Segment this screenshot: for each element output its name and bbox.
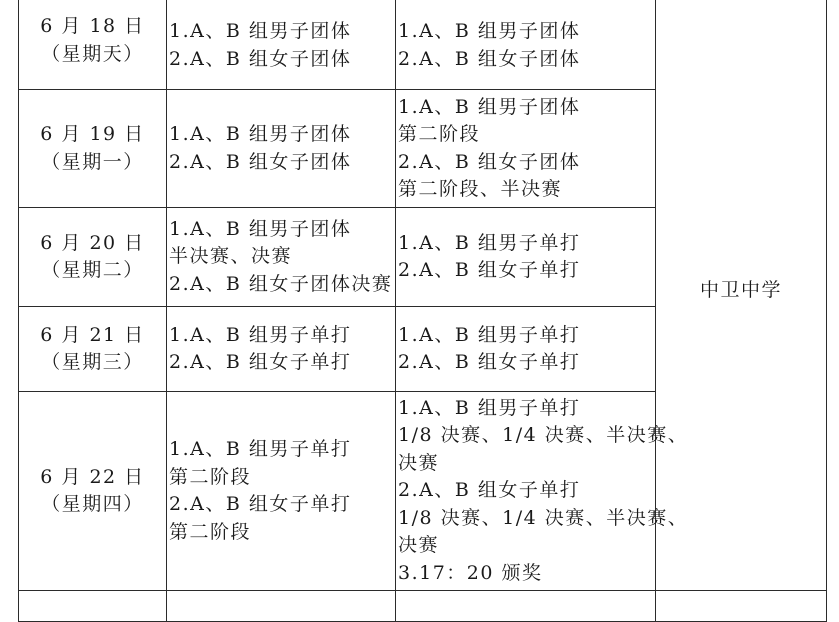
weekday-text: （星期四） [41,493,144,515]
event-line: 1.A、B 组男子团体 [169,20,352,42]
event-line: 1.A、B 组男子团体 [398,95,581,118]
event-line: 第二阶段、半决赛 [398,178,563,200]
period2-cell [396,90,656,208]
period1-cell [167,208,396,307]
event-line: 1.A、B 组男子单打 [398,231,581,254]
period2-cell [396,307,656,392]
date-text: 6 月 20 日 [40,231,145,254]
period1-cell [167,591,396,622]
event-line: 决赛 [398,534,440,557]
event-line: 2.A、B 组女子团体 [169,47,352,70]
venue-text: 中卫中学 [699,279,782,302]
event-line: 2.A、B 组女子单打 [398,351,581,373]
date-cell [19,90,167,208]
date-cell [19,307,167,392]
event-line: 2.A、B 组女子单打 [398,259,581,281]
event-line: 2.A、B 组女子团体 [169,150,352,173]
date-text: 6 月 22 日 [40,465,145,488]
event-line: 第二阶段 [169,465,252,488]
period1-cell [167,307,396,392]
event-line: 1.A、B 组男子团体 [169,217,352,240]
event-line: 1.A、B 组男子单打 [169,438,352,460]
weekday-text: （星期三） [41,351,144,373]
event-line: 1.A、B 组男子单打 [169,323,352,346]
period1-cell [167,392,396,591]
date-text: 6 月 18 日 [40,15,145,37]
weekday-text: （星期天） [41,42,144,65]
period2-cell [396,208,656,307]
venue-cell [656,0,827,591]
event-line: 2.A、B 组女子团体决赛 [169,272,393,295]
date-text: 6 月 21 日 [40,323,145,346]
period2-cell [396,392,689,591]
table-row [19,0,827,90]
weekday-text: （星期二） [41,259,144,281]
event-line: 1/8 决赛、1/4 决赛、半决赛、 [398,424,689,447]
date-cell [19,591,167,622]
event-line: 第二阶段 [398,123,481,145]
schedule-table [18,0,827,622]
event-line: 2.A、B 组女子单打 [169,493,352,515]
event-line: 2.A、B 组女子单打 [398,479,581,502]
event-line: 1.A、B 组男子单打 [398,396,581,419]
date-text: 6 月 19 日 [40,123,145,145]
venue-cell [656,591,827,622]
period1-cell [167,0,396,90]
date-cell [19,392,167,591]
event-line: 1.A、B 组男子团体 [398,20,581,42]
event-line: 决赛 [398,451,440,474]
event-line: 半决赛、决赛 [169,245,293,268]
table-row [19,591,827,622]
period2-cell [396,0,656,90]
weekday-text: （星期一） [41,150,144,173]
event-line: 第二阶段 [169,520,252,543]
event-line: 1.A、B 组男子单打 [398,323,581,346]
event-line: 2.A、B 组女子团体 [398,150,581,173]
date-cell [19,0,167,90]
event-line: 2.A、B 组女子单打 [169,351,352,373]
period1-cell [167,90,396,208]
event-line: 1.A、B 组男子团体 [169,123,352,145]
period2-cell [396,591,656,622]
event-line: 2.A、B 组女子团体 [398,47,581,70]
event-line: 1/8 决赛、1/4 决赛、半决赛、 [398,506,689,529]
event-line: 3.17：20 颁奖 [398,561,543,584]
date-cell [19,208,167,307]
